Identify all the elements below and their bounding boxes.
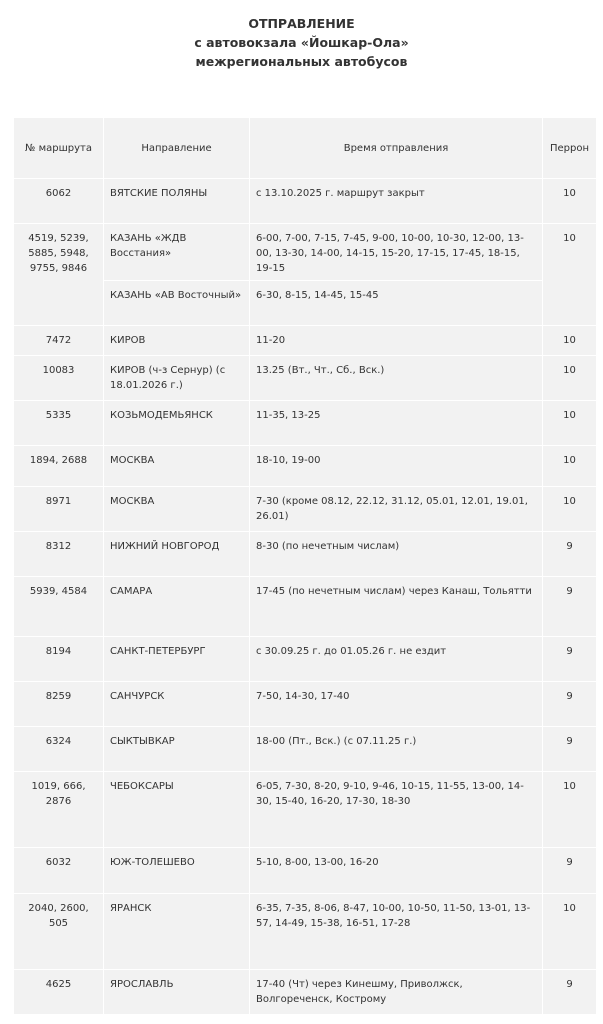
table-row — [14, 682, 597, 727]
table-row — [14, 970, 597, 1015]
platform: 10 — [543, 356, 597, 401]
route-number: 8312 — [14, 532, 104, 577]
departure-times: 11-35, 13-25 — [250, 401, 543, 446]
departure-table — [13, 117, 597, 1015]
platform: 10 — [543, 487, 597, 532]
column-header-direction: Направление — [104, 118, 250, 179]
route-number: 5335 — [14, 401, 104, 446]
direction: САМАРА — [104, 577, 250, 637]
table-row — [14, 727, 597, 772]
route-number: 4519, 5239, 5885, 5948, 9755, 9846 — [14, 224, 104, 326]
platform: 10 — [543, 224, 597, 326]
route-number: 1019, 666, 2876 — [14, 772, 104, 848]
departure-times: 8-30 (по нечетным числам) — [250, 532, 543, 577]
route-number: 5939, 4584 — [14, 577, 104, 637]
table-row — [14, 446, 597, 487]
direction: КИРОВ — [104, 326, 250, 356]
direction: ВЯТСКИЕ ПОЛЯНЫ — [104, 179, 250, 224]
platform: 9 — [543, 848, 597, 894]
departure-times: 6-05, 7-30, 8-20, 9-10, 9-46, 10-15, 11-55, 13-00, 14-30, 15-40, 16-20, 17-30, 18-30 — [250, 772, 543, 848]
departure-times: 5-10, 8-00, 13-00, 16-20 — [250, 848, 543, 894]
page-heading — [0, 14, 603, 71]
departure-times: 13.25 (Вт., Чт., Сб., Вск.) — [250, 356, 543, 401]
departure-times: 7-50, 14-30, 17-40 — [250, 682, 543, 727]
platform: 10 — [543, 772, 597, 848]
departure-times: 6-35, 7-35, 8-06, 8-47, 10-00, 10-50, 11-50, 13-01, 13-57, 14-49, 15-38, 16-51, 17-28 — [250, 894, 543, 970]
departure-times: 6-00, 7-00, 7-15, 7-45, 9-00, 10-00, 10-30, 12-00, 13-00, 13-30, 14-00, 14-15, 15-20, 17-15, 17-45, 18-15, 19-15 — [250, 224, 543, 281]
platform: 10 — [543, 446, 597, 487]
column-header-platform: Перрон — [543, 118, 597, 179]
route-number: 8971 — [14, 487, 104, 532]
direction: ЧЕБОКСАРЫ — [104, 772, 250, 848]
departure-times: 7-30 (кроме 08.12, 22.12, 31.12, 05.01, 12.01, 19.01, 26.01) — [250, 487, 543, 532]
column-header-time: Время отправления — [250, 118, 543, 179]
route-number: 8194 — [14, 637, 104, 682]
table-row — [14, 326, 597, 356]
table-row — [14, 224, 597, 281]
route-number: 8259 — [14, 682, 104, 727]
heading-line-2: с автовокзала «Йошкар-Ола» — [194, 35, 409, 50]
route-number: 4625 — [14, 970, 104, 1015]
departure-times: 18-00 (Пт., Вск.) (с 07.11.25 г.) — [250, 727, 543, 772]
table-row — [14, 577, 597, 637]
platform: 10 — [543, 326, 597, 356]
heading-line-1: ОТПРАВЛЕНИЕ — [248, 16, 355, 31]
departure-times: 17-45 (по нечетным числам) через Канаш, Тольятти — [250, 577, 543, 637]
platform: 9 — [543, 970, 597, 1015]
direction: МОСКВА — [104, 446, 250, 487]
route-number: 6032 — [14, 848, 104, 894]
table-row — [14, 772, 597, 848]
platform: 9 — [543, 727, 597, 772]
table-row — [14, 487, 597, 532]
departure-times: с 30.09.25 г. до 01.05.26 г. не ездит — [250, 637, 543, 682]
table-row — [14, 356, 597, 401]
route-number: 6062 — [14, 179, 104, 224]
table-header-row — [14, 118, 597, 179]
route-number: 2040, 2600, 505 — [14, 894, 104, 970]
table-row — [14, 637, 597, 682]
route-number: 7472 — [14, 326, 104, 356]
route-number: 10083 — [14, 356, 104, 401]
direction: ЯРАНСК — [104, 894, 250, 970]
direction: САНКТ-ПЕТЕРБУРГ — [104, 637, 250, 682]
platform: 10 — [543, 179, 597, 224]
route-number: 1894, 2688 — [14, 446, 104, 487]
column-header-route: № маршрута — [14, 118, 104, 179]
direction: КАЗАНЬ «АВ Восточный» — [104, 281, 250, 326]
platform: 10 — [543, 401, 597, 446]
departure-times: 17-40 (Чт) через Кинешму, Приволжск, Волгореченск, Кострому — [250, 970, 543, 1015]
table-row — [14, 848, 597, 894]
platform: 9 — [543, 532, 597, 577]
direction: ЮЖ-ТОЛЕШЕВО — [104, 848, 250, 894]
platform: 9 — [543, 682, 597, 727]
platform: 9 — [543, 577, 597, 637]
departure-times: 6-30, 8-15, 14-45, 15-45 — [250, 281, 543, 326]
direction: КАЗАНЬ «ЖДВ Восстания» — [104, 224, 250, 281]
platform: 10 — [543, 894, 597, 970]
direction: КОЗЬМОДЕМЬЯНСК — [104, 401, 250, 446]
table-row — [14, 894, 597, 970]
departure-times: 18-10, 19-00 — [250, 446, 543, 487]
table-row — [14, 532, 597, 577]
route-number: 6324 — [14, 727, 104, 772]
departure-times: с 13.10.2025 г. маршрут закрыт — [250, 179, 543, 224]
direction: НИЖНИЙ НОВГОРОД — [104, 532, 250, 577]
direction: САНЧУРСК — [104, 682, 250, 727]
direction: СЫКТЫВКАР — [104, 727, 250, 772]
heading-line-3: межрегиональных автобусов — [195, 54, 408, 69]
platform: 9 — [543, 637, 597, 682]
direction: КИРОВ (ч-з Сернур) (с 18.01.2026 г.) — [104, 356, 250, 401]
table-row — [14, 179, 597, 224]
table-row — [14, 401, 597, 446]
direction: МОСКВА — [104, 487, 250, 532]
direction: ЯРОСЛАВЛЬ — [104, 970, 250, 1015]
departure-times: 11-20 — [250, 326, 543, 356]
